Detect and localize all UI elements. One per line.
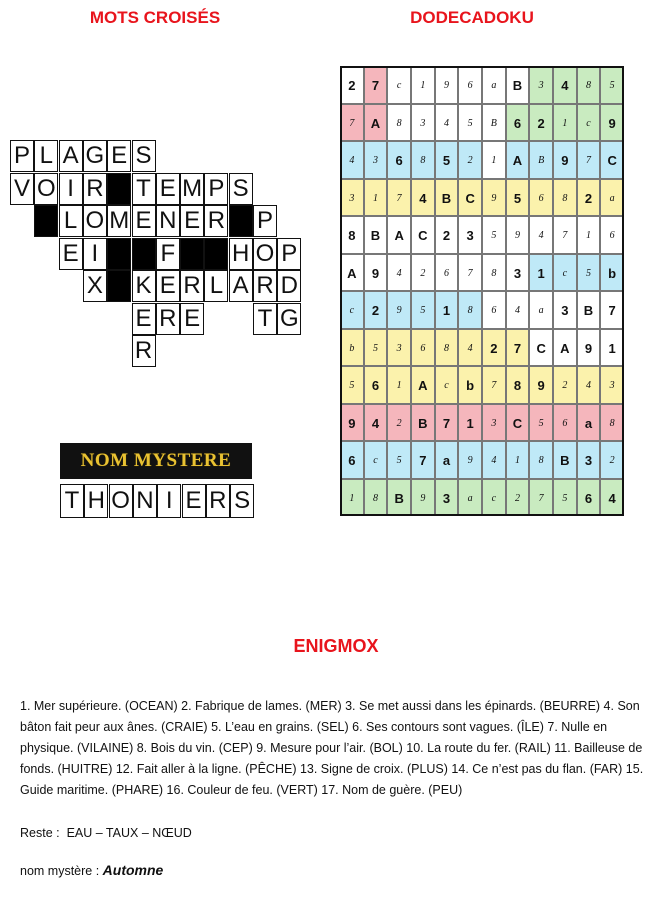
dodecadoku-given-cell: 3 bbox=[553, 291, 577, 329]
dodecadoku-solution-cell: c bbox=[482, 479, 506, 517]
dodecadoku-given-cell: 2 bbox=[482, 329, 506, 367]
dodecadoku-given-cell: 5 bbox=[435, 141, 459, 179]
dodecadoku-solution-cell: 3 bbox=[364, 141, 388, 179]
crossword-cell: A bbox=[59, 140, 83, 172]
dodecadoku-solution-cell: c bbox=[435, 366, 459, 404]
crossword-cell: R bbox=[132, 335, 156, 367]
dodecadoku-given-cell: a bbox=[435, 441, 459, 479]
crossword-cell: S bbox=[132, 140, 156, 172]
mystery-letter-cell: N bbox=[133, 484, 157, 518]
dodecadoku-solution-cell: 1 bbox=[387, 366, 411, 404]
dodecadoku-solution-cell: 8 bbox=[482, 254, 506, 292]
dodecadoku-given-cell: b bbox=[600, 254, 624, 292]
dodecadoku-given-cell: 2 bbox=[340, 66, 364, 104]
crossword-cell: E bbox=[180, 205, 204, 237]
mystery-letter-cell: H bbox=[84, 484, 108, 518]
dodecadoku-solution-cell: 2 bbox=[600, 441, 624, 479]
dodecadoku-solution-cell: 4 bbox=[458, 329, 482, 367]
dodecadoku-solution-cell: 2 bbox=[411, 254, 435, 292]
dodecadoku-solution-cell: 7 bbox=[340, 104, 364, 142]
dodecadoku-given-cell: C bbox=[458, 179, 482, 217]
crossword-cell: L bbox=[59, 205, 83, 237]
dodecadoku-given-cell: 9 bbox=[340, 404, 364, 442]
dodecadoku-given-cell: C bbox=[411, 216, 435, 254]
dodecadoku-solution-cell: 2 bbox=[458, 141, 482, 179]
crossword-cell: G bbox=[83, 140, 107, 172]
dodecadoku-given-cell: 9 bbox=[577, 329, 601, 367]
dodecadoku-given-cell: 1 bbox=[529, 254, 553, 292]
crossword-cell: T bbox=[253, 303, 277, 335]
crossword-cell: E bbox=[156, 173, 180, 205]
dodecadoku-solution-cell: c bbox=[553, 254, 577, 292]
mystery-letter-cell: O bbox=[109, 484, 133, 518]
dodecadoku-solution-cell: 4 bbox=[482, 441, 506, 479]
dodecadoku-solution-cell: 8 bbox=[600, 404, 624, 442]
dodecadoku-given-cell: 9 bbox=[553, 141, 577, 179]
dodecadoku-given-cell: 1 bbox=[458, 404, 482, 442]
dodecadoku-solution-cell: 2 bbox=[387, 404, 411, 442]
crossword-cell: E bbox=[132, 303, 156, 335]
dodecadoku-solution-cell: 1 bbox=[340, 479, 364, 517]
dodecadoku-given-cell: 4 bbox=[600, 479, 624, 517]
mystery-letter-cell: T bbox=[60, 484, 84, 518]
crossword-cell: H bbox=[229, 238, 253, 270]
dodecadoku-solution-cell: 1 bbox=[411, 66, 435, 104]
enigmox-clues: 1. Mer supérieure. (OCEAN) 2. Fabrique de lames. (MER) 3. Se met aussi dans les épinards. (BEURRE) 4. Son bâton fait peur aux ânes. (CRAIE) 5. L’eau en grains. (SEL) 6. Ses contours sont vagues. (ÎLE) 7. Nulle en physique. (VILAINE) 8. Bois du vin. (CEP) 9. Mesure pour l’air. (BOL) 10. La route du fer. (RAIL) 11. Bailleuse de fonds. (HUITRE) 12. Fait aller à la ligne. (PÊCHE) 13. Signe de croix. (PLUS) 14. Ce n’est pas du flan. (FAR) 15. Guide maritime. (PHARE) 16. Couleur de feu. (VERT) 17. Nom de guère. (PEU) bbox=[20, 699, 644, 797]
enigmox-nom-mystere bbox=[20, 862, 163, 878]
crossword-cell: L bbox=[34, 140, 58, 172]
crossword-cell: R bbox=[156, 303, 180, 335]
dodecadoku-solution-cell: a bbox=[458, 479, 482, 517]
dodecadoku-given-cell: 7 bbox=[435, 404, 459, 442]
dodecadoku-given-cell: A bbox=[411, 366, 435, 404]
crossword-cell: E bbox=[132, 205, 156, 237]
crossword-cell: T bbox=[132, 173, 156, 205]
crossword-black-cell bbox=[107, 173, 131, 205]
dodecadoku-solution-cell: 8 bbox=[364, 479, 388, 517]
dodecadoku-solution-cell: 9 bbox=[482, 179, 506, 217]
dodecadoku-solution-cell: 1 bbox=[577, 216, 601, 254]
dodecadoku-solution-cell: 7 bbox=[553, 216, 577, 254]
crossword-black-cell bbox=[132, 238, 156, 270]
dodecadoku-given-cell: 4 bbox=[411, 179, 435, 217]
dodecadoku-solution-cell: 5 bbox=[600, 66, 624, 104]
dodecadoku-solution-cell: 3 bbox=[340, 179, 364, 217]
dodecadoku-solution-cell: 5 bbox=[577, 254, 601, 292]
dodecadoku-solution-cell: a bbox=[600, 179, 624, 217]
crossword-cell: R bbox=[180, 270, 204, 302]
crossword-cell: G bbox=[277, 303, 301, 335]
dodecadoku-solution-cell: 8 bbox=[411, 141, 435, 179]
dodecadoku-given-cell: 7 bbox=[600, 291, 624, 329]
crossword-cell: P bbox=[253, 205, 277, 237]
dodecadoku-given-cell: 9 bbox=[529, 366, 553, 404]
dodecadoku-given-cell: a bbox=[577, 404, 601, 442]
crossword-cell: I bbox=[59, 173, 83, 205]
mystery-letter-cell: I bbox=[157, 484, 181, 518]
dodecadoku-solution-cell: 7 bbox=[482, 366, 506, 404]
dodecadoku-solution-cell: 6 bbox=[411, 329, 435, 367]
dodecadoku-given-cell: 6 bbox=[577, 479, 601, 517]
dodecadoku-given-cell: 9 bbox=[600, 104, 624, 142]
dodecadoku-solution-cell: 8 bbox=[458, 291, 482, 329]
dodecadoku-given-cell: B bbox=[435, 179, 459, 217]
dodecadoku-solution-cell: 3 bbox=[482, 404, 506, 442]
reste-value: EAU – TAUX – NŒUD bbox=[66, 826, 192, 840]
dodecadoku-given-cell: 3 bbox=[458, 216, 482, 254]
dodecadoku-solution-cell: 6 bbox=[529, 179, 553, 217]
dodecadoku-solution-cell: c bbox=[364, 441, 388, 479]
dodecadoku-solution-cell: 4 bbox=[577, 366, 601, 404]
crossword-grid bbox=[10, 140, 310, 410]
dodecadoku-solution-cell: 9 bbox=[458, 441, 482, 479]
dodecadoku-given-cell: A bbox=[553, 329, 577, 367]
crossword-cell: E bbox=[180, 303, 204, 335]
dodecadoku-given-cell: 3 bbox=[577, 441, 601, 479]
dodecadoku-given-cell: b bbox=[458, 366, 482, 404]
crossword-cell: R bbox=[253, 270, 277, 302]
dodecadoku-solution-cell: 9 bbox=[506, 216, 530, 254]
dodecadoku-solution-cell: 9 bbox=[411, 479, 435, 517]
dodecadoku-solution-cell: 3 bbox=[600, 366, 624, 404]
dodecadoku-solution-cell: 9 bbox=[435, 66, 459, 104]
mystery-banner bbox=[60, 443, 252, 479]
crossword-cell: R bbox=[83, 173, 107, 205]
dodecadoku-given-cell: 5 bbox=[506, 179, 530, 217]
crossword-cell: K bbox=[132, 270, 156, 302]
enigmox-title: ENIGMOX bbox=[293, 636, 379, 656]
dodecadoku-solution-cell: 5 bbox=[553, 479, 577, 517]
dodecadoku-given-cell: C bbox=[529, 329, 553, 367]
dodecadoku-given-cell: C bbox=[600, 141, 624, 179]
dodecadoku-solution-cell: a bbox=[529, 291, 553, 329]
dodecadoku-solution-cell: 6 bbox=[553, 404, 577, 442]
dodecadoku-solution-cell: 7 bbox=[458, 254, 482, 292]
dodecadoku-given-cell: B bbox=[553, 441, 577, 479]
dodecadoku-solution-cell: 4 bbox=[435, 104, 459, 142]
crossword-cell: P bbox=[277, 238, 301, 270]
crossword-cell: P bbox=[204, 173, 228, 205]
dodecadoku-solution-cell: 2 bbox=[553, 366, 577, 404]
dodecadoku-solution-cell: B bbox=[529, 141, 553, 179]
dodecadoku-solution-cell: 8 bbox=[553, 179, 577, 217]
crossword-cell: A bbox=[229, 270, 253, 302]
dodecadoku-given-cell: A bbox=[506, 141, 530, 179]
dodecadoku-given-cell: 6 bbox=[387, 141, 411, 179]
dodecadoku-given-cell: B bbox=[577, 291, 601, 329]
dodecadoku-given-cell: 6 bbox=[364, 366, 388, 404]
nom-mystere-label: nom mystère : bbox=[20, 864, 100, 878]
dodecadoku-borders bbox=[340, 66, 624, 516]
dodecadoku-given-cell: B bbox=[364, 216, 388, 254]
dodecadoku-given-cell: B bbox=[411, 404, 435, 442]
dodecadoku-solution-cell: b bbox=[340, 329, 364, 367]
dodecadoku-solution-cell: 3 bbox=[411, 104, 435, 142]
dodecadoku-solution-cell: 7 bbox=[387, 179, 411, 217]
crossword-cell: E bbox=[107, 140, 131, 172]
dodecadoku-solution-cell: 4 bbox=[529, 216, 553, 254]
mots-croises-title: MOTS CROISÉS bbox=[89, 8, 221, 27]
dodecadoku-given-cell: 2 bbox=[529, 104, 553, 142]
dodecadoku-given-cell: 2 bbox=[435, 216, 459, 254]
dodecadoku-solution-cell: 7 bbox=[577, 141, 601, 179]
mystery-banner-label: NOM MYSTERE bbox=[80, 450, 232, 471]
dodecadoku-given-cell: A bbox=[364, 104, 388, 142]
dodecadoku-given-cell: B bbox=[387, 479, 411, 517]
dodecadoku-given-cell: 3 bbox=[435, 479, 459, 517]
dodecadoku-given-cell: 6 bbox=[506, 104, 530, 142]
dodecadoku-given-cell: 4 bbox=[553, 66, 577, 104]
dodecadoku-solution-cell: 6 bbox=[435, 254, 459, 292]
dodecadoku-given-cell: 2 bbox=[577, 179, 601, 217]
dodecadoku-solution-cell: 8 bbox=[529, 441, 553, 479]
crossword-cell: E bbox=[59, 238, 83, 270]
reste-label: Reste : bbox=[20, 826, 60, 840]
dodecadoku-solution-cell: 6 bbox=[458, 66, 482, 104]
dodecadoku-solution-cell: 5 bbox=[387, 441, 411, 479]
crossword-cell: E bbox=[156, 270, 180, 302]
dodecadoku-given-cell: B bbox=[506, 66, 530, 104]
mystery-letter-cell: E bbox=[182, 484, 206, 518]
dodecadoku-given-cell: C bbox=[506, 404, 530, 442]
crossword-cell: P bbox=[10, 140, 34, 172]
dodecadoku-solution-cell: 9 bbox=[387, 291, 411, 329]
nom-mystere-value: Automne bbox=[102, 862, 164, 878]
dodecadoku-solution-cell: 5 bbox=[458, 104, 482, 142]
crossword-cell: O bbox=[34, 173, 58, 205]
dodecadoku-solution-cell: 8 bbox=[435, 329, 459, 367]
dodecadoku-solution-cell: 8 bbox=[577, 66, 601, 104]
dodecadoku-solution-cell: a bbox=[482, 66, 506, 104]
dodecadoku-solution-cell: 5 bbox=[411, 291, 435, 329]
crossword-cell: R bbox=[204, 205, 228, 237]
crossword-cell: I bbox=[83, 238, 107, 270]
crossword-cell: O bbox=[83, 205, 107, 237]
dodecadoku-solution-cell: c bbox=[340, 291, 364, 329]
dodecadoku-solution-cell: 5 bbox=[529, 404, 553, 442]
dodecadoku-solution-cell: 4 bbox=[506, 291, 530, 329]
dodecadoku-solution-cell: 5 bbox=[340, 366, 364, 404]
dodecadoku-given-cell: 6 bbox=[340, 441, 364, 479]
dodecadoku-solution-cell: 7 bbox=[529, 479, 553, 517]
dodecadoku-given-cell: 1 bbox=[435, 291, 459, 329]
dodecadoku-solution-cell: 2 bbox=[506, 479, 530, 517]
dodecadoku-given-cell: 7 bbox=[411, 441, 435, 479]
dodecadoku-given-cell: 8 bbox=[506, 366, 530, 404]
crossword-cell: X bbox=[83, 270, 107, 302]
dodecadoku-solution-cell: c bbox=[387, 66, 411, 104]
crossword-black-cell bbox=[107, 238, 131, 270]
dodecadoku-grid bbox=[340, 66, 624, 516]
crossword-cell: M bbox=[180, 173, 204, 205]
dodecadoku-solution-cell: 6 bbox=[482, 291, 506, 329]
crossword-cell: S bbox=[229, 173, 253, 205]
dodecadoku-given-cell: 4 bbox=[364, 404, 388, 442]
crossword-black-cell bbox=[107, 270, 131, 302]
crossword-cell: L bbox=[204, 270, 228, 302]
dodecadoku-given-cell: 3 bbox=[506, 254, 530, 292]
dodecadoku-solution-cell: 1 bbox=[482, 141, 506, 179]
dodecadoku-solution-cell: 5 bbox=[482, 216, 506, 254]
dodecadoku-given-cell: 8 bbox=[340, 216, 364, 254]
crossword-cell: D bbox=[277, 270, 301, 302]
crossword-cell: N bbox=[156, 205, 180, 237]
dodecadoku-outer-border bbox=[341, 67, 623, 515]
crossword-cell: M bbox=[107, 205, 131, 237]
dodecadoku-given-cell: 2 bbox=[364, 291, 388, 329]
crossword-cell: O bbox=[253, 238, 277, 270]
dodecadoku-solution-cell: 1 bbox=[364, 179, 388, 217]
dodecadoku-solution-cell: 1 bbox=[553, 104, 577, 142]
enigmox-reste bbox=[20, 826, 192, 840]
dodecadoku-solution-cell: 4 bbox=[340, 141, 364, 179]
crossword-black-cell bbox=[34, 205, 58, 237]
dodecadoku-given-cell: 7 bbox=[364, 66, 388, 104]
dodecadoku-solution-cell: c bbox=[577, 104, 601, 142]
dodecadoku-solution-cell: B bbox=[482, 104, 506, 142]
dodecadoku-given-cell: A bbox=[340, 254, 364, 292]
crossword-cell: V bbox=[10, 173, 34, 205]
dodecadoku-solution-cell: 5 bbox=[364, 329, 388, 367]
dodecadoku-solution-cell: 3 bbox=[529, 66, 553, 104]
dodecadoku-title: DODECADOKU bbox=[410, 8, 534, 27]
dodecadoku-given-cell: 9 bbox=[364, 254, 388, 292]
dodecadoku-solution-cell: 8 bbox=[387, 104, 411, 142]
dodecadoku-given-cell: 7 bbox=[506, 329, 530, 367]
dodecadoku-solution-cell: 1 bbox=[506, 441, 530, 479]
mystery-letter-cell: S bbox=[230, 484, 254, 518]
crossword-cell: F bbox=[156, 238, 180, 270]
crossword-black-cell bbox=[204, 238, 228, 270]
mystery-letter-cell: R bbox=[206, 484, 230, 518]
dodecadoku-solution-cell: 3 bbox=[387, 329, 411, 367]
dodecadoku-solution-cell: 4 bbox=[387, 254, 411, 292]
crossword-black-cell bbox=[180, 238, 204, 270]
dodecadoku-solution-cell: 6 bbox=[600, 216, 624, 254]
dodecadoku-given-cell: A bbox=[387, 216, 411, 254]
dodecadoku-given-cell: 1 bbox=[600, 329, 624, 367]
crossword-black-cell bbox=[229, 205, 253, 237]
